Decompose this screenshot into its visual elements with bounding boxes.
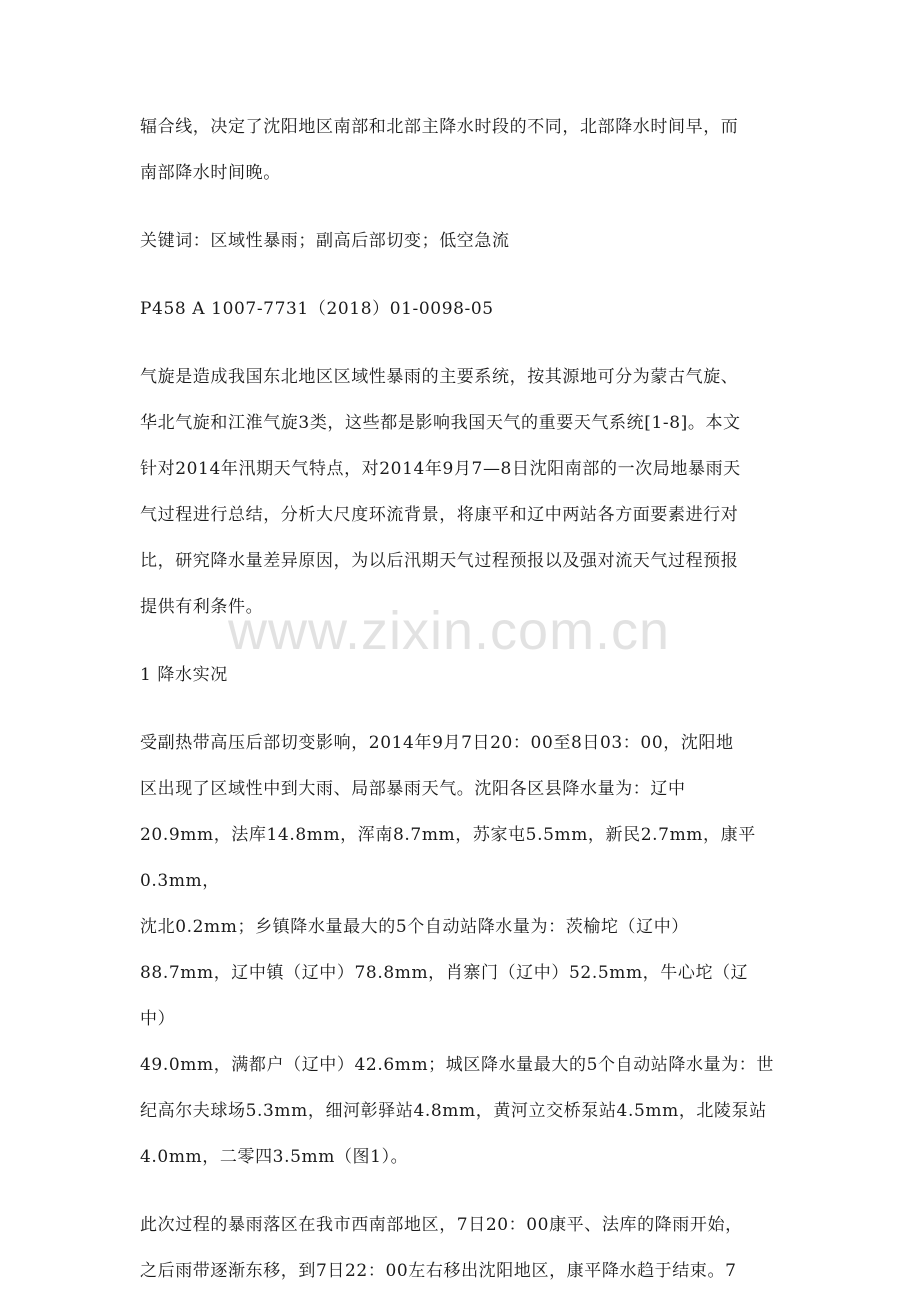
paragraph-precipitation-facts: 受副热带高压后部切变影响，2014年9月7日20：00至8日03：00，沈阳地 区出现了区域性中到大雨、局部暴雨天气。沈阳各区县降水量为：辽中 20.9mm，法库14.8mm，浑南8.7mm，苏家屯5.5mm，新民2.7mm，康平0.3mm， 沈北0.2mm；乡镇降水量最大的5个自动站降水量为：茨榆坨（辽中） 88.7mm，辽中镇（辽中）78.8mm，肖寨门（辽中）52.5mm，牛心坨（辽中） 49.0mm，满都户（辽中）42.6mm；城区降水量最大的5个自动站降水量为：世 纪高尔夫球场5.3mm，细河彰驿站4.8mm，黄河立交桥泵站4.5mm，北陵泵站 4.0mm，二零四3.5mm（图1）。 — [140, 733, 774, 1167]
paragraph-keywords: 关键词：区域性暴雨；副高后部切变；低空急流 — [140, 231, 510, 251]
paragraph-rain-area: 此次过程的暴雨落区在我市西南部地区，7日20：00康平、法库的降雨开始， 之后雨带逐渐东移，到7日22：00左右移出沈阳地区，康平降水趋于结束。7 — [140, 1215, 743, 1281]
document-body — [140, 104, 780, 1294]
paragraph-classification: P458 A 1007-7731（2018）01-0098-05 — [140, 299, 494, 319]
paragraph-introduction: 气旋是造成我国东北地区区域性暴雨的主要系统，按其源地可分为蒙古气旋、 华北气旋和江淮气旋3类，这些都是影响我国天气的重要天气系统[1-8]。本文 针对2014年汛期天气特点，对2014年9月7—8日沈阳南部的一次局地暴雨天 气过程进行总结，分析大尺度环流背景，将康平和辽中两站各方面要素进行对 比，研究降水量差异原因，为以后汛期天气过程预报以及强对流天气过程预报 提供有利条件。 — [140, 367, 741, 617]
paragraph-abstract-end: 辐合线，决定了沈阳地区南部和北部主降水时段的不同，北部降水时间早，而 南部降水时间晚。 — [140, 117, 739, 183]
watermark: www.zixin.com.cn — [228, 601, 671, 661]
section-heading-precipitation: 1 降水实况 — [140, 665, 228, 685]
